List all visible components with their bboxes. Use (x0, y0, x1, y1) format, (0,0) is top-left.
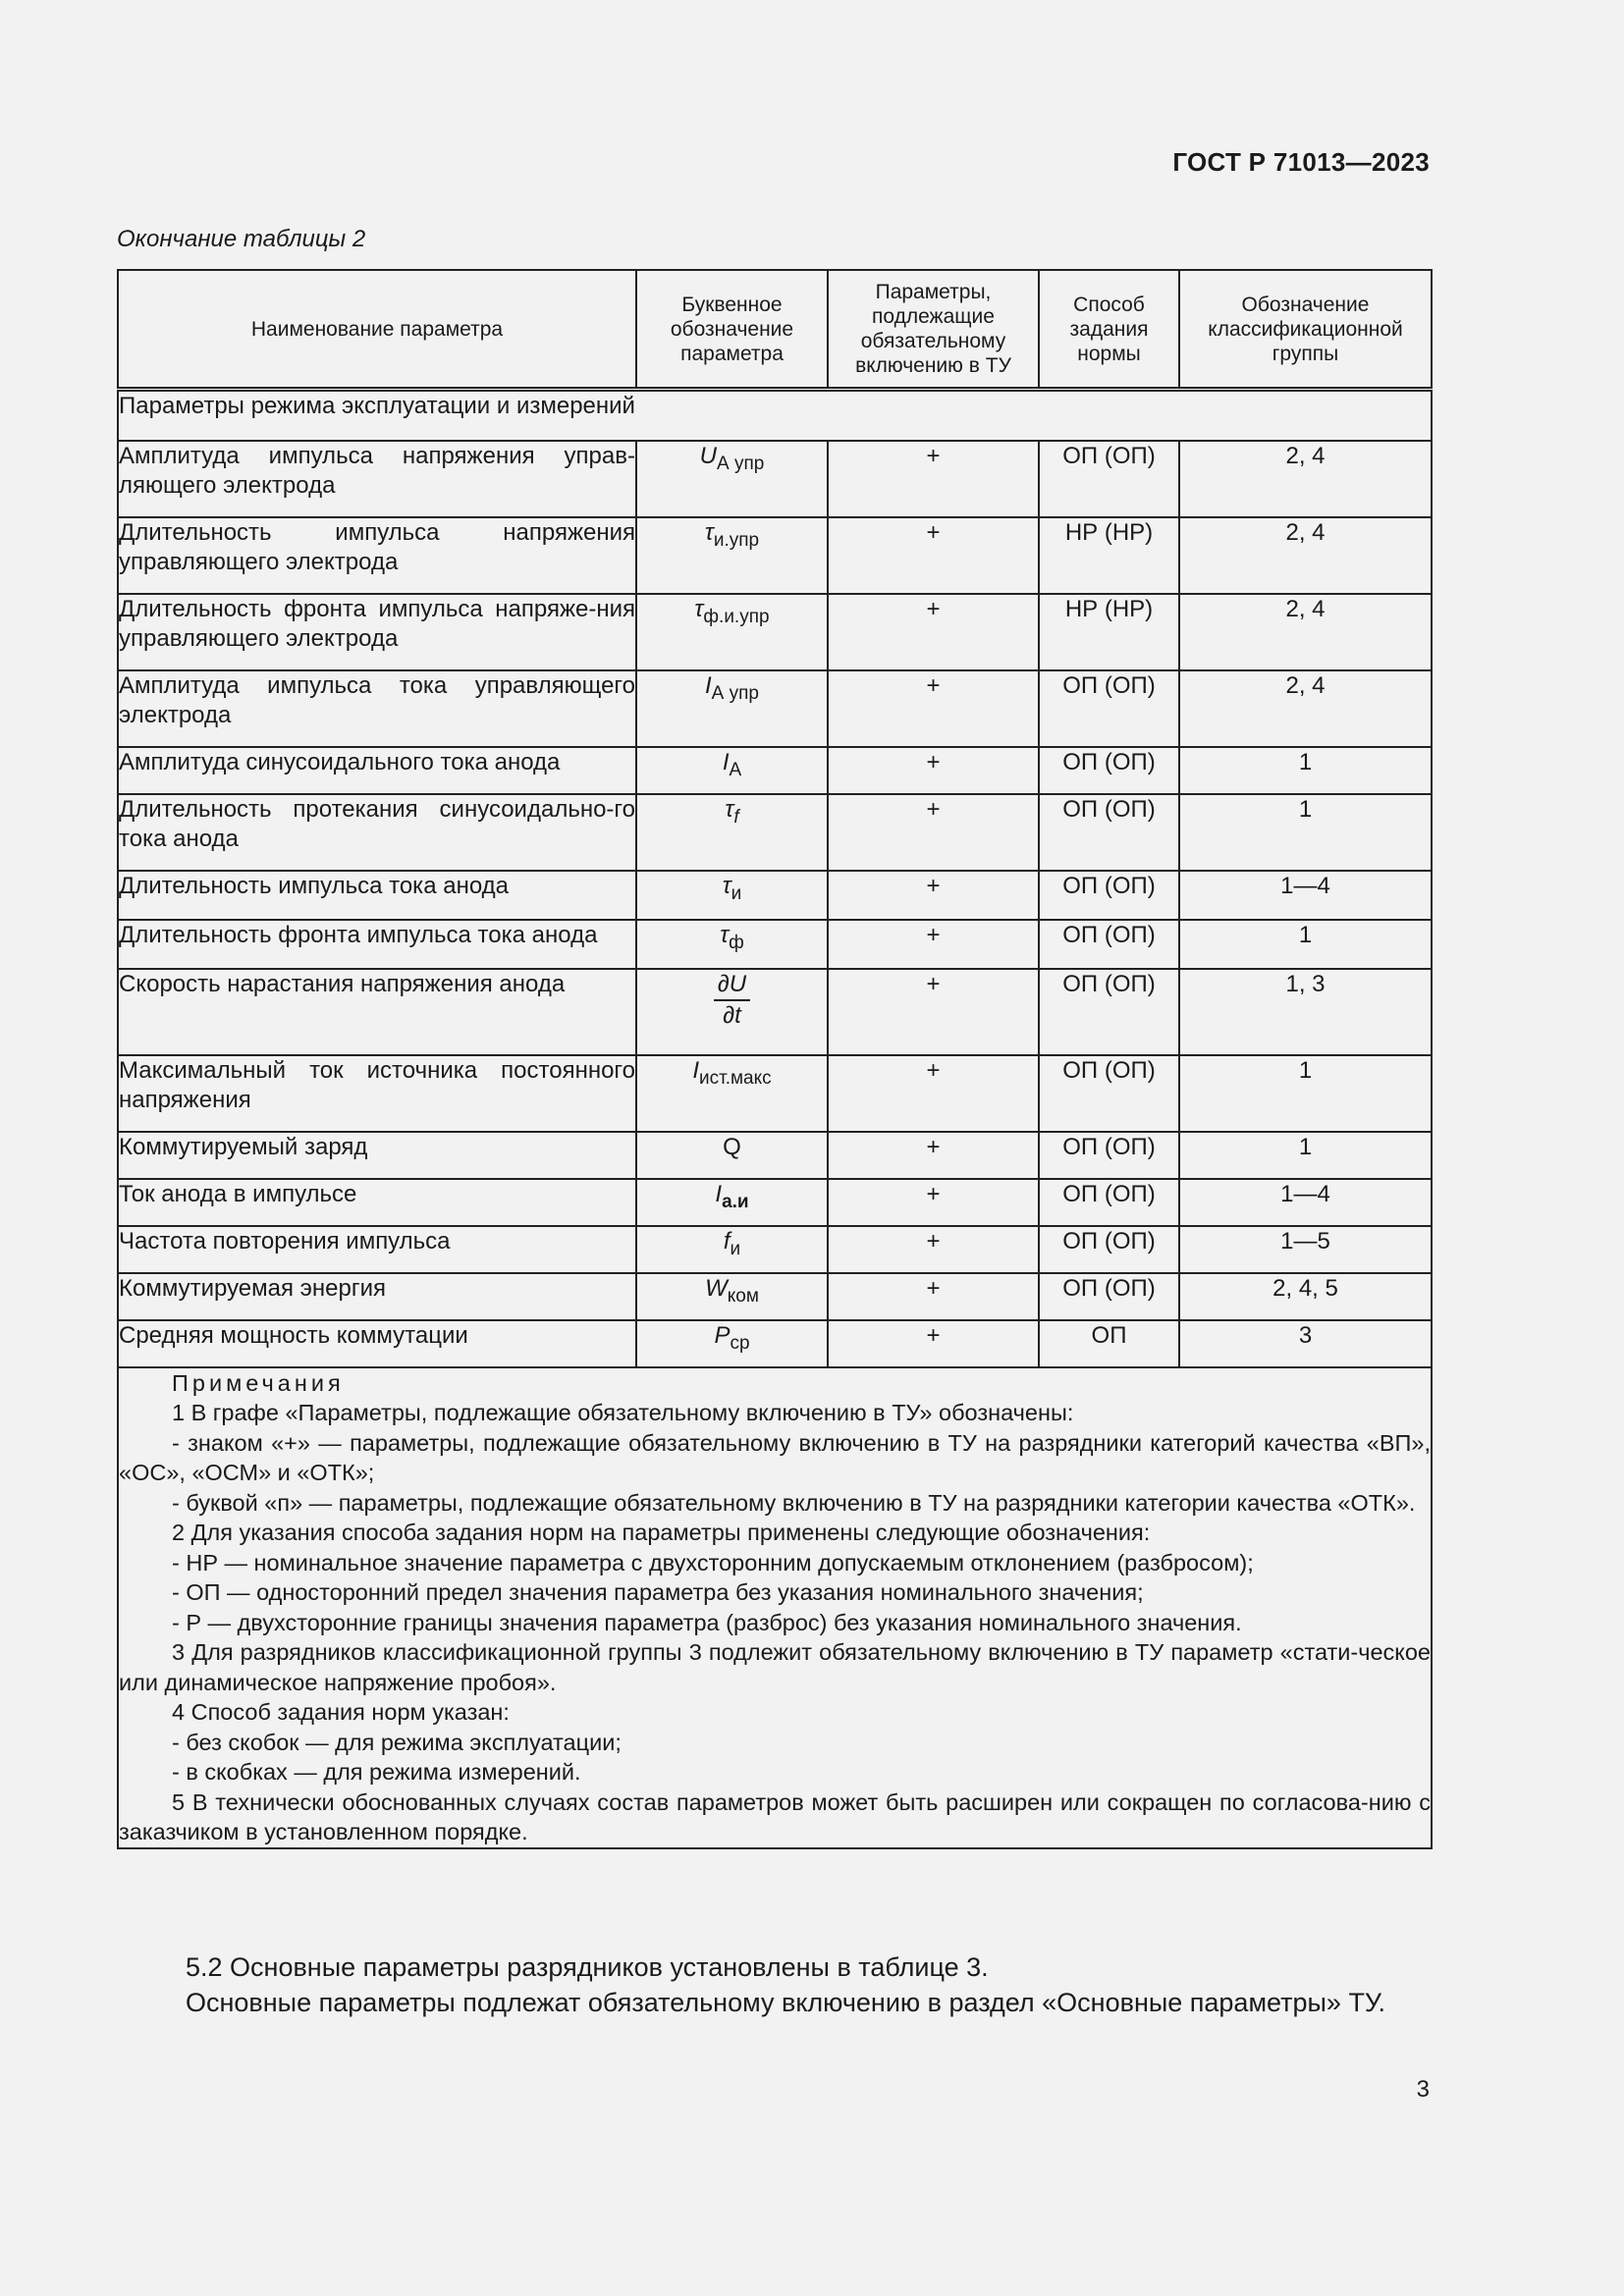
param-included: + (828, 920, 1039, 969)
param-symbol (636, 871, 828, 920)
symbol-subscript: ф.и.упр (703, 606, 770, 627)
param-norm: ОП (ОП) (1039, 871, 1179, 920)
body-text (117, 1949, 1431, 2020)
note-5: 5 В технически обоснованных случаях состав параметров может быть расширен или сокращен по согласова-нию с заказчиком в установленном порядке. (119, 1789, 1431, 1844)
symbol-main: I (692, 1056, 699, 1084)
param-included: + (828, 1179, 1039, 1226)
table-row (118, 794, 1432, 871)
param-symbol (636, 517, 828, 594)
param-norm: НР (НР) (1039, 517, 1179, 594)
param-included: + (828, 969, 1039, 1055)
param-name: Амплитуда импульса тока управляющего электрода (118, 670, 636, 747)
param-included: + (828, 517, 1039, 594)
symbol-subscript: и (730, 1238, 741, 1259)
param-name: Коммутируемая энергия (118, 1273, 636, 1320)
param-group: 2, 4 (1179, 441, 1432, 517)
param-included: + (828, 1320, 1039, 1367)
note-2c: - Р — двухсторонние границы значения параметра (разброс) без указания номинального значения. (172, 1609, 1242, 1635)
param-name: Ток анода в импульсе (118, 1179, 636, 1226)
param-name: Средняя мощность коммутации (118, 1320, 636, 1367)
param-norm: ОП (ОП) (1039, 969, 1179, 1055)
param-symbol (636, 747, 828, 794)
symbol-main: τ (722, 872, 731, 899)
note-4: 4 Способ задания норм указан: (172, 1699, 510, 1725)
symbol-fraction (714, 970, 750, 1031)
symbol-main: τ (694, 595, 704, 622)
note-1a: - знаком «+» — параметры, подлежащие обязательному включению в ТУ на разрядники категорий качества «ВП», «ОС», «ОСМ» и «ОТК»; (119, 1429, 1431, 1485)
param-included: + (828, 670, 1039, 747)
param-group: 1 (1179, 747, 1432, 794)
param-norm: НР (НР) (1039, 594, 1179, 670)
param-name: Максимальный ток источника постоянного напряжения (118, 1055, 636, 1132)
param-name: Длительность импульса напряжения управляющего электрода (118, 517, 636, 594)
symbol-main: U (699, 442, 718, 469)
symbol-subscript: А упр (711, 682, 759, 704)
param-included: + (828, 1226, 1039, 1273)
notes-cell (118, 1367, 1432, 1848)
param-group: 1, 3 (1179, 969, 1432, 1055)
symbol-main: τ (704, 518, 714, 546)
note-2b: - ОП — односторонний предел значения параметра без указания номинального значения; (172, 1579, 1144, 1605)
table-row (118, 1055, 1432, 1132)
param-name: Длительность протекания синусоидально-го тока анода (118, 794, 636, 871)
param-norm: ОП (1039, 1320, 1179, 1367)
symbol-subscript: А (729, 759, 742, 780)
param-included: + (828, 594, 1039, 670)
table-body (118, 390, 1432, 1367)
col-header-norm-text: Способ задания нормы (1069, 293, 1149, 365)
symbol-subscript: f (733, 806, 739, 828)
symbol-subscript: а.и (722, 1191, 749, 1212)
param-included: + (828, 441, 1039, 517)
param-group: 1 (1179, 794, 1432, 871)
table-row (118, 517, 1432, 594)
param-name: Амплитуда синусоидального тока анода (118, 747, 636, 794)
param-symbol (636, 441, 828, 517)
section-title: Параметры режима эксплуатации и измерений (118, 390, 1432, 441)
param-included: + (828, 871, 1039, 920)
param-norm: ОП (ОП) (1039, 670, 1179, 747)
param-name: Длительность фронта импульса напряже-ния управляющего электрода (118, 594, 636, 670)
paragraph-5-2: 5.2 Основные параметры разрядников установлены в таблице 3. (186, 1952, 989, 1982)
param-group: 1 (1179, 1055, 1432, 1132)
symbol-main: τ (720, 921, 730, 948)
param-norm: ОП (ОП) (1039, 747, 1179, 794)
symbol-main: P (714, 1321, 731, 1349)
param-norm: ОП (ОП) (1039, 441, 1179, 517)
param-symbol (636, 920, 828, 969)
param-group: 1—4 (1179, 1179, 1432, 1226)
table-row (118, 670, 1432, 747)
symbol-subscript: ср (730, 1332, 750, 1354)
table-row (118, 1179, 1432, 1226)
param-included: + (828, 1132, 1039, 1179)
symbol-main: Q (723, 1133, 741, 1160)
table-caption: Окончание таблицы 2 (117, 226, 366, 252)
table-row (118, 441, 1432, 517)
table-row (118, 969, 1432, 1055)
paragraph-main-params: Основные параметры подлежат обязательному включению в раздел «Основные параметры» ТУ. (186, 1988, 1386, 2017)
standard-code: ГОСТ Р 71013—2023 (1172, 147, 1430, 177)
col-header-group (1179, 270, 1432, 390)
param-symbol (636, 1055, 828, 1132)
param-norm: ОП (ОП) (1039, 1132, 1179, 1179)
col-header-norm (1039, 270, 1179, 390)
table-row (118, 920, 1432, 969)
param-name: Частота повторения импульса (118, 1226, 636, 1273)
page-number: 3 (1416, 2076, 1430, 2103)
symbol-main: W (705, 1274, 728, 1302)
param-included: + (828, 794, 1039, 871)
table-row (118, 747, 1432, 794)
param-included: + (828, 1273, 1039, 1320)
col-header-symbol (636, 270, 828, 390)
param-group: 2, 4 (1179, 517, 1432, 594)
param-name: Длительность фронта импульса тока анода (118, 920, 636, 969)
note-4a: - без скобок — для режима эксплуатации; (172, 1729, 622, 1755)
param-symbol (636, 794, 828, 871)
param-included: + (828, 747, 1039, 794)
param-norm: ОП (ОП) (1039, 794, 1179, 871)
param-symbol (636, 1132, 828, 1179)
table-row (118, 871, 1432, 920)
note-1b: - буквой «п» — параметры, подлежащие обязательному включению в ТУ на разрядники категории качества «ОТК». (172, 1489, 1416, 1516)
param-name: Амплитуда импульса напряжения управ-ляющего электрода (118, 441, 636, 517)
param-name: Коммутируемый заряд (118, 1132, 636, 1179)
param-symbol (636, 594, 828, 670)
param-symbol (636, 670, 828, 747)
notes-title: Примечания (172, 1369, 345, 1396)
param-name: Скорость нарастания напряжения анода (118, 969, 636, 1055)
param-group: 1—4 (1179, 871, 1432, 920)
table-row (118, 1273, 1432, 1320)
param-symbol (636, 1273, 828, 1320)
symbol-subscript: А упр (717, 453, 765, 474)
col-header-included-text: Параметры, подлежащие обязательному включению в ТУ (855, 281, 1011, 377)
note-2a: - НР — номинальное значение параметра с двухсторонним допускаемым отклонением (разбросом); (172, 1549, 1254, 1575)
notes-row (118, 1367, 1432, 1848)
param-norm: ОП (ОП) (1039, 1179, 1179, 1226)
param-norm: ОП (ОП) (1039, 1273, 1179, 1320)
section-row (118, 390, 1432, 441)
param-symbol (636, 1179, 828, 1226)
param-group: 1—5 (1179, 1226, 1432, 1273)
param-name: Длительность импульса тока анода (118, 871, 636, 920)
param-group: 2, 4 (1179, 594, 1432, 670)
param-group: 3 (1179, 1320, 1432, 1367)
symbol-subscript: ком (727, 1285, 759, 1307)
col-header-name: Наименование параметра (118, 270, 636, 390)
table-header-row (118, 270, 1432, 390)
param-norm: ОП (ОП) (1039, 920, 1179, 969)
col-header-group-text: Обозначение классификационной группы (1208, 293, 1403, 365)
symbol-main: I (715, 1180, 723, 1207)
param-symbol (636, 1320, 828, 1367)
param-symbol (636, 1226, 828, 1273)
param-norm: ОП (ОП) (1039, 1055, 1179, 1132)
col-header-included (828, 270, 1039, 390)
param-norm: ОП (ОП) (1039, 1226, 1179, 1273)
note-3: 3 Для разрядников классификационной группы 3 подлежит обязательному включению в ТУ параметр «стати-ческое или динамическое напряжение пробоя». (119, 1639, 1431, 1695)
symbol-numerator: ∂U (714, 970, 750, 1001)
param-group: 2, 4 (1179, 670, 1432, 747)
col-header-symbol-text: Буквенное обозначение параметра (670, 293, 794, 365)
note-2: 2 Для указания способа задания норм на параметры применены следующие обозначения: (172, 1520, 1151, 1545)
table-row (118, 1320, 1432, 1367)
param-symbol (636, 969, 828, 1055)
symbol-main: I (722, 748, 730, 775)
table-row (118, 594, 1432, 670)
parameters-table (117, 269, 1433, 1849)
symbol-main: I (705, 671, 712, 699)
symbol-denominator: ∂t (723, 1001, 741, 1029)
table-row (118, 1132, 1432, 1179)
symbol-main: f (723, 1227, 731, 1255)
symbol-main: τ (725, 795, 734, 823)
note-1: 1 В графе «Параметры, подлежащие обязательному включению в ТУ» обозначены: (172, 1400, 1074, 1425)
param-group: 1 (1179, 920, 1432, 969)
table-row (118, 1226, 1432, 1273)
symbol-subscript: и (731, 882, 742, 904)
symbol-subscript: ист.макс (699, 1067, 772, 1089)
param-group: 1 (1179, 1132, 1432, 1179)
symbol-subscript: и.упр (713, 529, 760, 551)
param-included: + (828, 1055, 1039, 1132)
note-4b: - в скобках — для режима измерений. (172, 1759, 581, 1785)
symbol-subscript: ф (729, 932, 744, 953)
param-group: 2, 4, 5 (1179, 1273, 1432, 1320)
